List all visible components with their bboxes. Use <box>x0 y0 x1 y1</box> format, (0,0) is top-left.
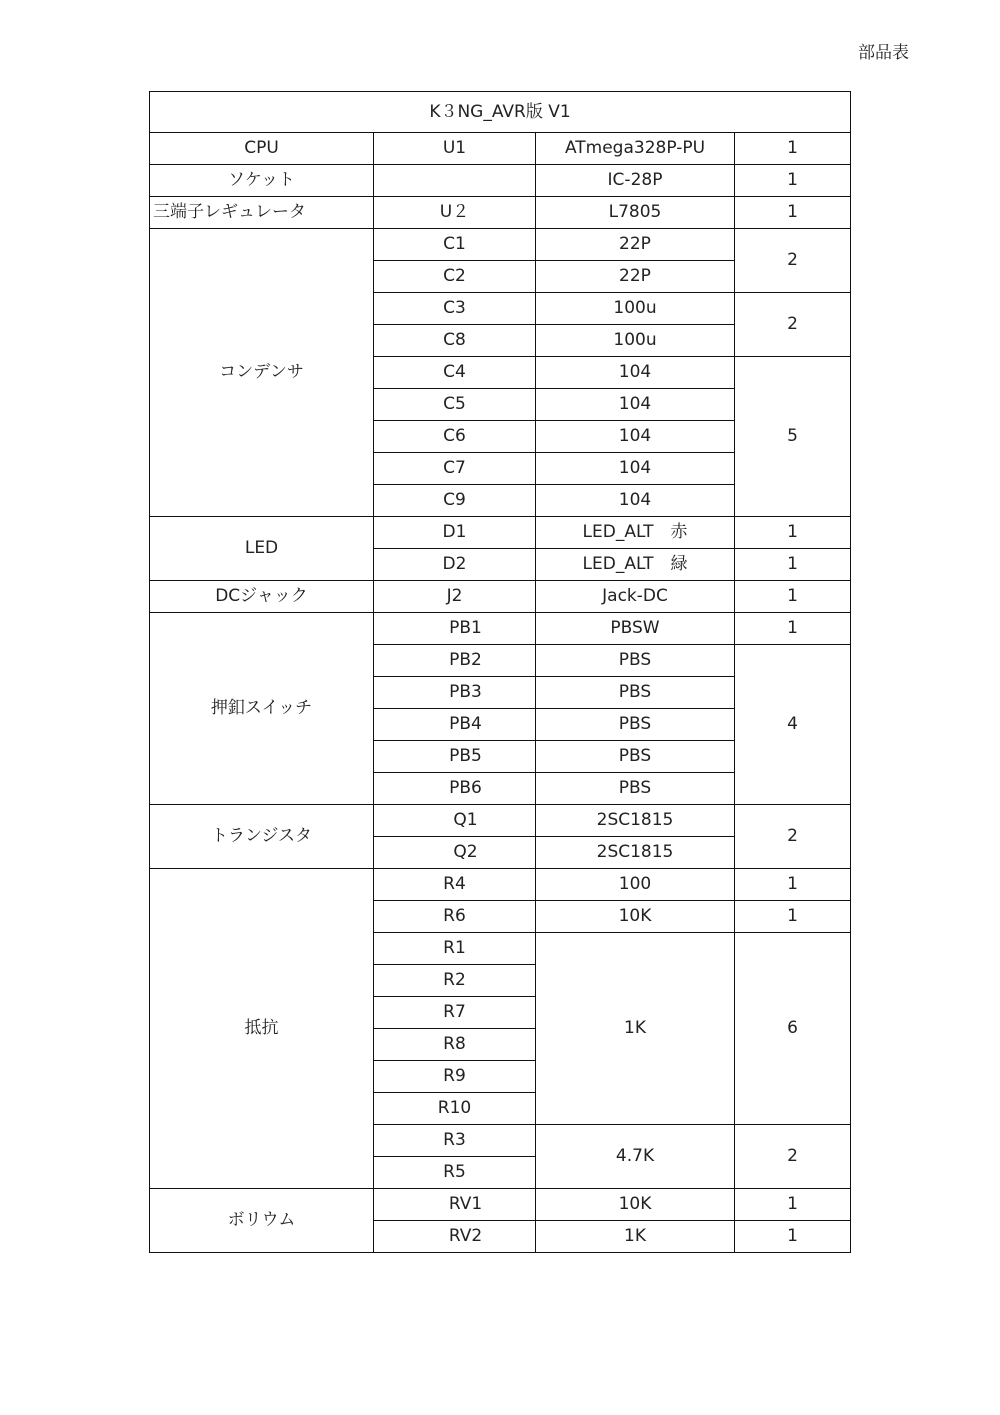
table-row <box>150 165 851 197</box>
table-row <box>150 197 851 229</box>
ref-cell: R2 <box>374 965 536 997</box>
qty-cell: 2 <box>735 229 851 293</box>
part-cell: 104 <box>536 485 735 517</box>
ref-cell: D1 <box>374 517 536 549</box>
qty-cell: 1 <box>735 133 851 165</box>
part-cell: 2SC1815 <box>536 837 735 869</box>
ref-cell: R5 <box>374 1157 536 1189</box>
ref-cell: R6 <box>374 901 536 933</box>
category-cell: 押釦スイッチ <box>150 613 374 805</box>
part-cell: 10K <box>536 901 735 933</box>
part-cell: 4.7K <box>536 1125 735 1189</box>
ref-cell: C5 <box>374 389 536 421</box>
ref-cell: R9 <box>374 1061 536 1093</box>
ref-cell <box>374 165 536 197</box>
ref-cell: C6 <box>374 421 536 453</box>
ref-cell: C2 <box>374 261 536 293</box>
part-cell: 100u <box>536 325 735 357</box>
category-cell: 三端子レギュレータ <box>150 197 374 229</box>
ref-cell: R7 <box>374 997 536 1029</box>
qty-cell: 1 <box>735 581 851 613</box>
ref-cell: Q2 <box>374 837 536 869</box>
qty-cell: 6 <box>735 933 851 1125</box>
ref-cell: R10 <box>374 1093 536 1125</box>
table-title-row <box>150 92 851 133</box>
part-cell: L7805 <box>536 197 735 229</box>
ref-cell: PB5 <box>374 741 536 773</box>
qty-cell: 1 <box>735 517 851 549</box>
part-cell: 104 <box>536 389 735 421</box>
qty-cell: 1 <box>735 869 851 901</box>
part-cell: 104 <box>536 453 735 485</box>
table-row <box>150 229 851 261</box>
category-cell: ソケット <box>150 165 374 197</box>
part-cell: 1K <box>536 1221 735 1253</box>
table-row <box>150 869 851 901</box>
qty-cell: 1 <box>735 165 851 197</box>
part-cell: PBS <box>536 709 735 741</box>
ref-cell: J2 <box>374 581 536 613</box>
ref-cell: PB6 <box>374 773 536 805</box>
parts-list-table <box>149 91 851 1253</box>
ref-cell: R3 <box>374 1125 536 1157</box>
table-row <box>150 581 851 613</box>
qty-cell: 4 <box>735 645 851 805</box>
part-cell: 10K <box>536 1189 735 1221</box>
category-cell: トランジスタ <box>150 805 374 869</box>
qty-cell: 2 <box>735 805 851 869</box>
table-row <box>150 1189 851 1221</box>
ref-cell: RV1 <box>374 1189 536 1221</box>
table-row <box>150 805 851 837</box>
qty-cell: 5 <box>735 357 851 517</box>
category-cell: 抵抗 <box>150 869 374 1189</box>
part-cell: PBS <box>536 677 735 709</box>
part-cell: 1K <box>536 933 735 1125</box>
qty-cell: 1 <box>735 1221 851 1253</box>
ref-cell: C8 <box>374 325 536 357</box>
ref-cell: RV2 <box>374 1221 536 1253</box>
table-title: K３NG_AVR版 V1 <box>150 92 851 133</box>
ref-cell: C3 <box>374 293 536 325</box>
ref-cell: U２ <box>374 197 536 229</box>
ref-cell: PB1 <box>374 613 536 645</box>
ref-cell: R4 <box>374 869 536 901</box>
ref-cell: PB2 <box>374 645 536 677</box>
part-cell: 104 <box>536 421 735 453</box>
part-cell: PBS <box>536 645 735 677</box>
category-cell: DCジャック <box>150 581 374 613</box>
ref-cell: C1 <box>374 229 536 261</box>
part-cell: 2SC1815 <box>536 805 735 837</box>
part-cell: PBS <box>536 741 735 773</box>
qty-cell: 2 <box>735 293 851 357</box>
part-cell: 22P <box>536 261 735 293</box>
category-cell: コンデンサ <box>150 229 374 517</box>
part-cell: IC-28P <box>536 165 735 197</box>
ref-cell: C4 <box>374 357 536 389</box>
category-cell: CPU <box>150 133 374 165</box>
ref-cell: C7 <box>374 453 536 485</box>
part-cell: LED_ALT 赤 <box>536 517 735 549</box>
qty-cell: 1 <box>735 549 851 581</box>
qty-cell: 1 <box>735 1189 851 1221</box>
table-row <box>150 613 851 645</box>
page-header-label: 部品表 <box>858 43 909 63</box>
qty-cell: 1 <box>735 613 851 645</box>
ref-cell: C9 <box>374 485 536 517</box>
part-cell: 22P <box>536 229 735 261</box>
ref-cell: U1 <box>374 133 536 165</box>
part-cell: 104 <box>536 357 735 389</box>
qty-cell: 2 <box>735 1125 851 1189</box>
category-cell: ボリウム <box>150 1189 374 1253</box>
qty-cell: 1 <box>735 197 851 229</box>
part-cell: ATmega328P-PU <box>536 133 735 165</box>
part-cell: LED_ALT 緑 <box>536 549 735 581</box>
table-row <box>150 133 851 165</box>
ref-cell: PB4 <box>374 709 536 741</box>
ref-cell: PB3 <box>374 677 536 709</box>
part-cell: 100u <box>536 293 735 325</box>
ref-cell: Q1 <box>374 805 536 837</box>
qty-cell: 1 <box>735 901 851 933</box>
part-cell: PBS <box>536 773 735 805</box>
part-cell: 100 <box>536 869 735 901</box>
part-cell: Jack-DC <box>536 581 735 613</box>
ref-cell: D2 <box>374 549 536 581</box>
table-row <box>150 517 851 549</box>
category-cell: LED <box>150 517 374 581</box>
ref-cell: R1 <box>374 933 536 965</box>
ref-cell: R8 <box>374 1029 536 1061</box>
part-cell: PBSW <box>536 613 735 645</box>
